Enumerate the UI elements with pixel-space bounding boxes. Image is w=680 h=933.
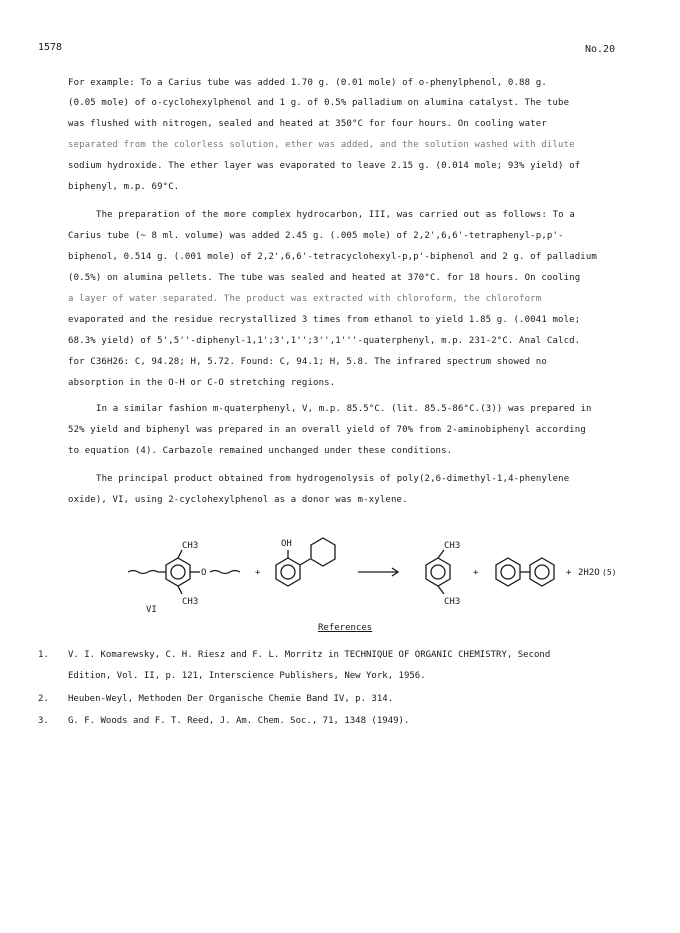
text-line: evaporated and the residue recrystallized 3 times from ethanol to yield 1.85 g. (.0041 mole; <box>68 315 581 325</box>
reaction-scheme <box>118 528 618 618</box>
references-heading: References <box>318 623 373 633</box>
reference-text: Edition, Vol. II, p. 121, Interscience Publishers, New York, 1956. <box>68 671 426 681</box>
text-line: (0.05 mole) of o-cyclohexylphenol and 1 g. of 0.5% palladium on alumina catalyst. The tube <box>68 98 570 108</box>
text-line: was flushed with nitrogen, sealed and heated at 350°C for four hours. On cooling water <box>68 119 547 129</box>
benzene-ring <box>496 558 520 586</box>
text-line: absorption in the O-H or C-O stretching regions. <box>68 378 336 388</box>
text-line: Carius tube (~ 8 ml. volume) was added 2.45 g. (.005 mole) of 2,2',6,6'-tetraphenyl-p,p'- <box>68 231 564 241</box>
text-line: to equation (4). Carbazole remained unchanged under these conditions. <box>68 446 453 456</box>
text-line: a layer of water separated. The product was extracted with chloroform, the chloroform <box>68 294 542 304</box>
benzene-ring <box>426 558 450 586</box>
methyl-label: CH3 <box>182 597 199 607</box>
reference-number: 1. <box>38 650 49 660</box>
text-line: sodium hydroxide. The ether layer was evaporated to leave 2.15 g. (0.014 mole; 93% yield) of <box>68 161 581 171</box>
text-line: The principal product obtained from hydrogenolysis of poly(2,6-dimethyl-1,4-phenylene <box>96 474 570 484</box>
text-line: 52% yield and biphenyl was prepared in an overall yield of 70% from 2-aminobiphenyl according <box>68 425 586 435</box>
text-line: (0.5%) on alumina pellets. The tube was sealed and heated at 370°C. for 18 hours. On cooling <box>68 273 581 283</box>
oxygen-label: O <box>201 568 207 578</box>
compound-label: VI <box>146 605 157 615</box>
text-line: separated from the colorless solution, ether was added, and the solution washed with dilute <box>68 140 575 150</box>
reference-text: Heuben-Weyl, Methoden Der Organische Chemie Band IV, p. 314. <box>68 694 394 704</box>
product-methyl-label: CH3 <box>444 541 461 551</box>
equation-number: (5) <box>602 568 617 577</box>
cyclohexane-ring <box>311 538 335 566</box>
text-line: biphenol, 0.514 g. (.001 mole) of 2,2',6,6'-tetracyclohexyl-p,p'-biphenol and 2 g. of palladium <box>68 252 598 262</box>
reference-text: G. F. Woods and F. T. Reed, J. Am. Chem. Soc., 71, 1348 (1949). <box>68 716 410 726</box>
water-label: 2H2O <box>578 568 600 578</box>
issue-number: No.20 <box>585 44 616 55</box>
page-number: 1578 <box>38 42 63 53</box>
reference-text: V. I. Komarewsky, C. H. Riesz and F. L. Morritz in TECHNIQUE OF ORGANIC CHEMISTRY, Second <box>68 650 551 660</box>
text-line: oxide), VI, using 2-cyclohexylphenol as a donor was m-xylene. <box>68 495 408 505</box>
reference-number: 2. <box>38 694 49 704</box>
text-line: biphenyl, m.p. 69°C. <box>68 182 180 192</box>
text-line: for C36H26: C, 94.28; H, 5.72. Found: C, 94.1; H, 5.8. The infrared spectrum showed no <box>68 357 547 367</box>
text-line: For example: To a Carius tube was added 1.70 g. (0.01 mole) of o-phenylphenol, 0.88 g. <box>68 78 547 88</box>
product-methyl-label: CH3 <box>444 597 461 607</box>
text-line: The preparation of the more complex hydrocarbon, III, was carried out as follows: To a <box>96 210 575 220</box>
text-line: In a similar fashion m-quaterphenyl, V, m.p. 85.5°C. (lit. 85.5-86°C.(3)) was prepared in <box>96 404 592 414</box>
text-line: 68.3% yield) of 5',5''-diphenyl-1,1';3',1'';3'',1'''-quaterphenyl, m.p. 231-2°C. Anal Calcd. <box>68 336 581 346</box>
plus-sign: + <box>566 568 572 578</box>
benzene-ring <box>530 558 554 586</box>
benzene-ring <box>166 558 190 586</box>
hydroxyl-label: OH <box>281 539 292 549</box>
methyl-label: CH3 <box>182 541 199 551</box>
plus-sign: + <box>473 568 479 578</box>
reference-number: 3. <box>38 716 49 726</box>
benzene-ring <box>276 558 300 586</box>
plus-sign: + <box>255 568 261 578</box>
